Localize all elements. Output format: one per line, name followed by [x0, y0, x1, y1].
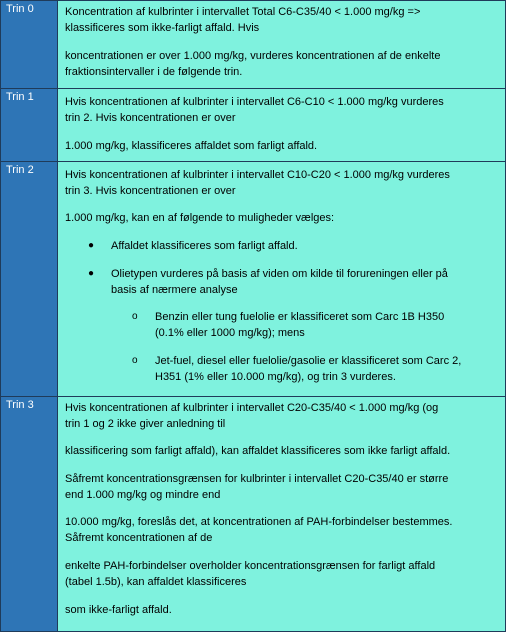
text-line: Koncentration af kulbrinter i intervallet Total C6-C35/40 < 1.000 mg/kg =>	[65, 6, 421, 18]
text-line: som ikke-farligt affald.	[65, 604, 172, 616]
table-row-trin-1	[0, 88, 506, 162]
text-line: koncentrationen er over 1.000 mg/kg, vurderes koncentrationen af de enkelte	[65, 50, 441, 62]
text-line: trin 2. Hvis koncentrationen er over	[65, 112, 236, 124]
step-description	[58, 396, 506, 632]
sub-bullet-item: Benzin eller tung fuelolie er klassificeret som Carc 1B H350	[155, 311, 445, 323]
text-line: Hvis koncentrationen af kulbrinter i intervallet C6-C10 < 1.000 mg/kg vurderes	[65, 96, 444, 108]
text-line: Såfremt koncentrationsgrænsen for kulbrinter i intervallet C20-C35/40 er større	[65, 473, 449, 485]
bullet-item: Affaldet klassificeres som farligt affald.	[111, 240, 298, 252]
text-line: 1.000 mg/kg, kan en af følgende to muligheder vælges:	[65, 212, 335, 224]
sub-bullet-item: Jet-fuel, diesel eller fuelolie/gasolie er klassificeret som Carc 2,	[155, 355, 462, 367]
text-line: trin 3. Hvis koncentrationen er over	[65, 185, 236, 197]
step-label: Trin 0	[0, 0, 58, 89]
bullet-item-continued: basis af nærmere analyse	[111, 284, 238, 296]
table-row-trin-2	[0, 161, 506, 397]
bullet-icon: ●	[88, 268, 95, 279]
text-line: Hvis koncentrationen af kulbrinter i intervallet C20-C35/40 < 1.000 mg/kg (og	[65, 402, 439, 414]
text-line: (tabel 1.5b), kan affaldet klassificeres	[65, 576, 247, 588]
step-label: Trin 2	[0, 161, 58, 397]
bullet-item: Olietypen vurderes på basis af viden om kilde til forureningen eller på	[111, 268, 448, 280]
text-line: trin 1 og 2 ikke giver anledning til	[65, 418, 226, 430]
bullet-icon: ●	[88, 240, 95, 251]
text-line: 10.000 mg/kg, foreslås det, at koncentrationen af PAH-forbindelser bestemmes.	[65, 516, 453, 528]
text-line: enkelte PAH-forbindelser overholder koncentrationsgrænsen for farligt affald	[65, 560, 436, 572]
step-description	[58, 161, 506, 397]
text-line: Såfremt koncentrationen af de	[65, 532, 213, 544]
text-line: fraktionsintervaller i de følgende trin.	[65, 66, 243, 78]
step-description	[58, 0, 506, 89]
text-line: klassificering som farligt affald), kan affaldet klassificeres som ikke farligt affald.	[65, 445, 451, 457]
table-row-trin-0	[0, 0, 506, 89]
sub-bullet-icon: o	[132, 355, 138, 366]
step-label: Trin 1	[0, 88, 58, 162]
sub-bullet-item-continued: (0.1% eller 1000 mg/kg); mens	[155, 327, 305, 339]
text-line: klassificeres som ikke-farligt affald. Hvis	[65, 22, 260, 34]
text-line: end 1.000 mg/kg og mindre end	[65, 489, 221, 501]
step-description	[58, 88, 506, 162]
text-line: Hvis koncentrationen af kulbrinter i intervallet C10-C20 < 1.000 mg/kg vurderes	[65, 169, 450, 181]
sub-bullet-icon: o	[132, 311, 138, 322]
sub-bullet-item-continued: H351 (1% eller 10.000 mg/kg), og trin 3 vurderes.	[155, 371, 396, 383]
text-line: 1.000 mg/kg, klassificeres affaldet som farligt affald.	[65, 140, 318, 152]
step-label: Trin 3	[0, 396, 58, 632]
table-row-trin-3	[0, 396, 506, 632]
